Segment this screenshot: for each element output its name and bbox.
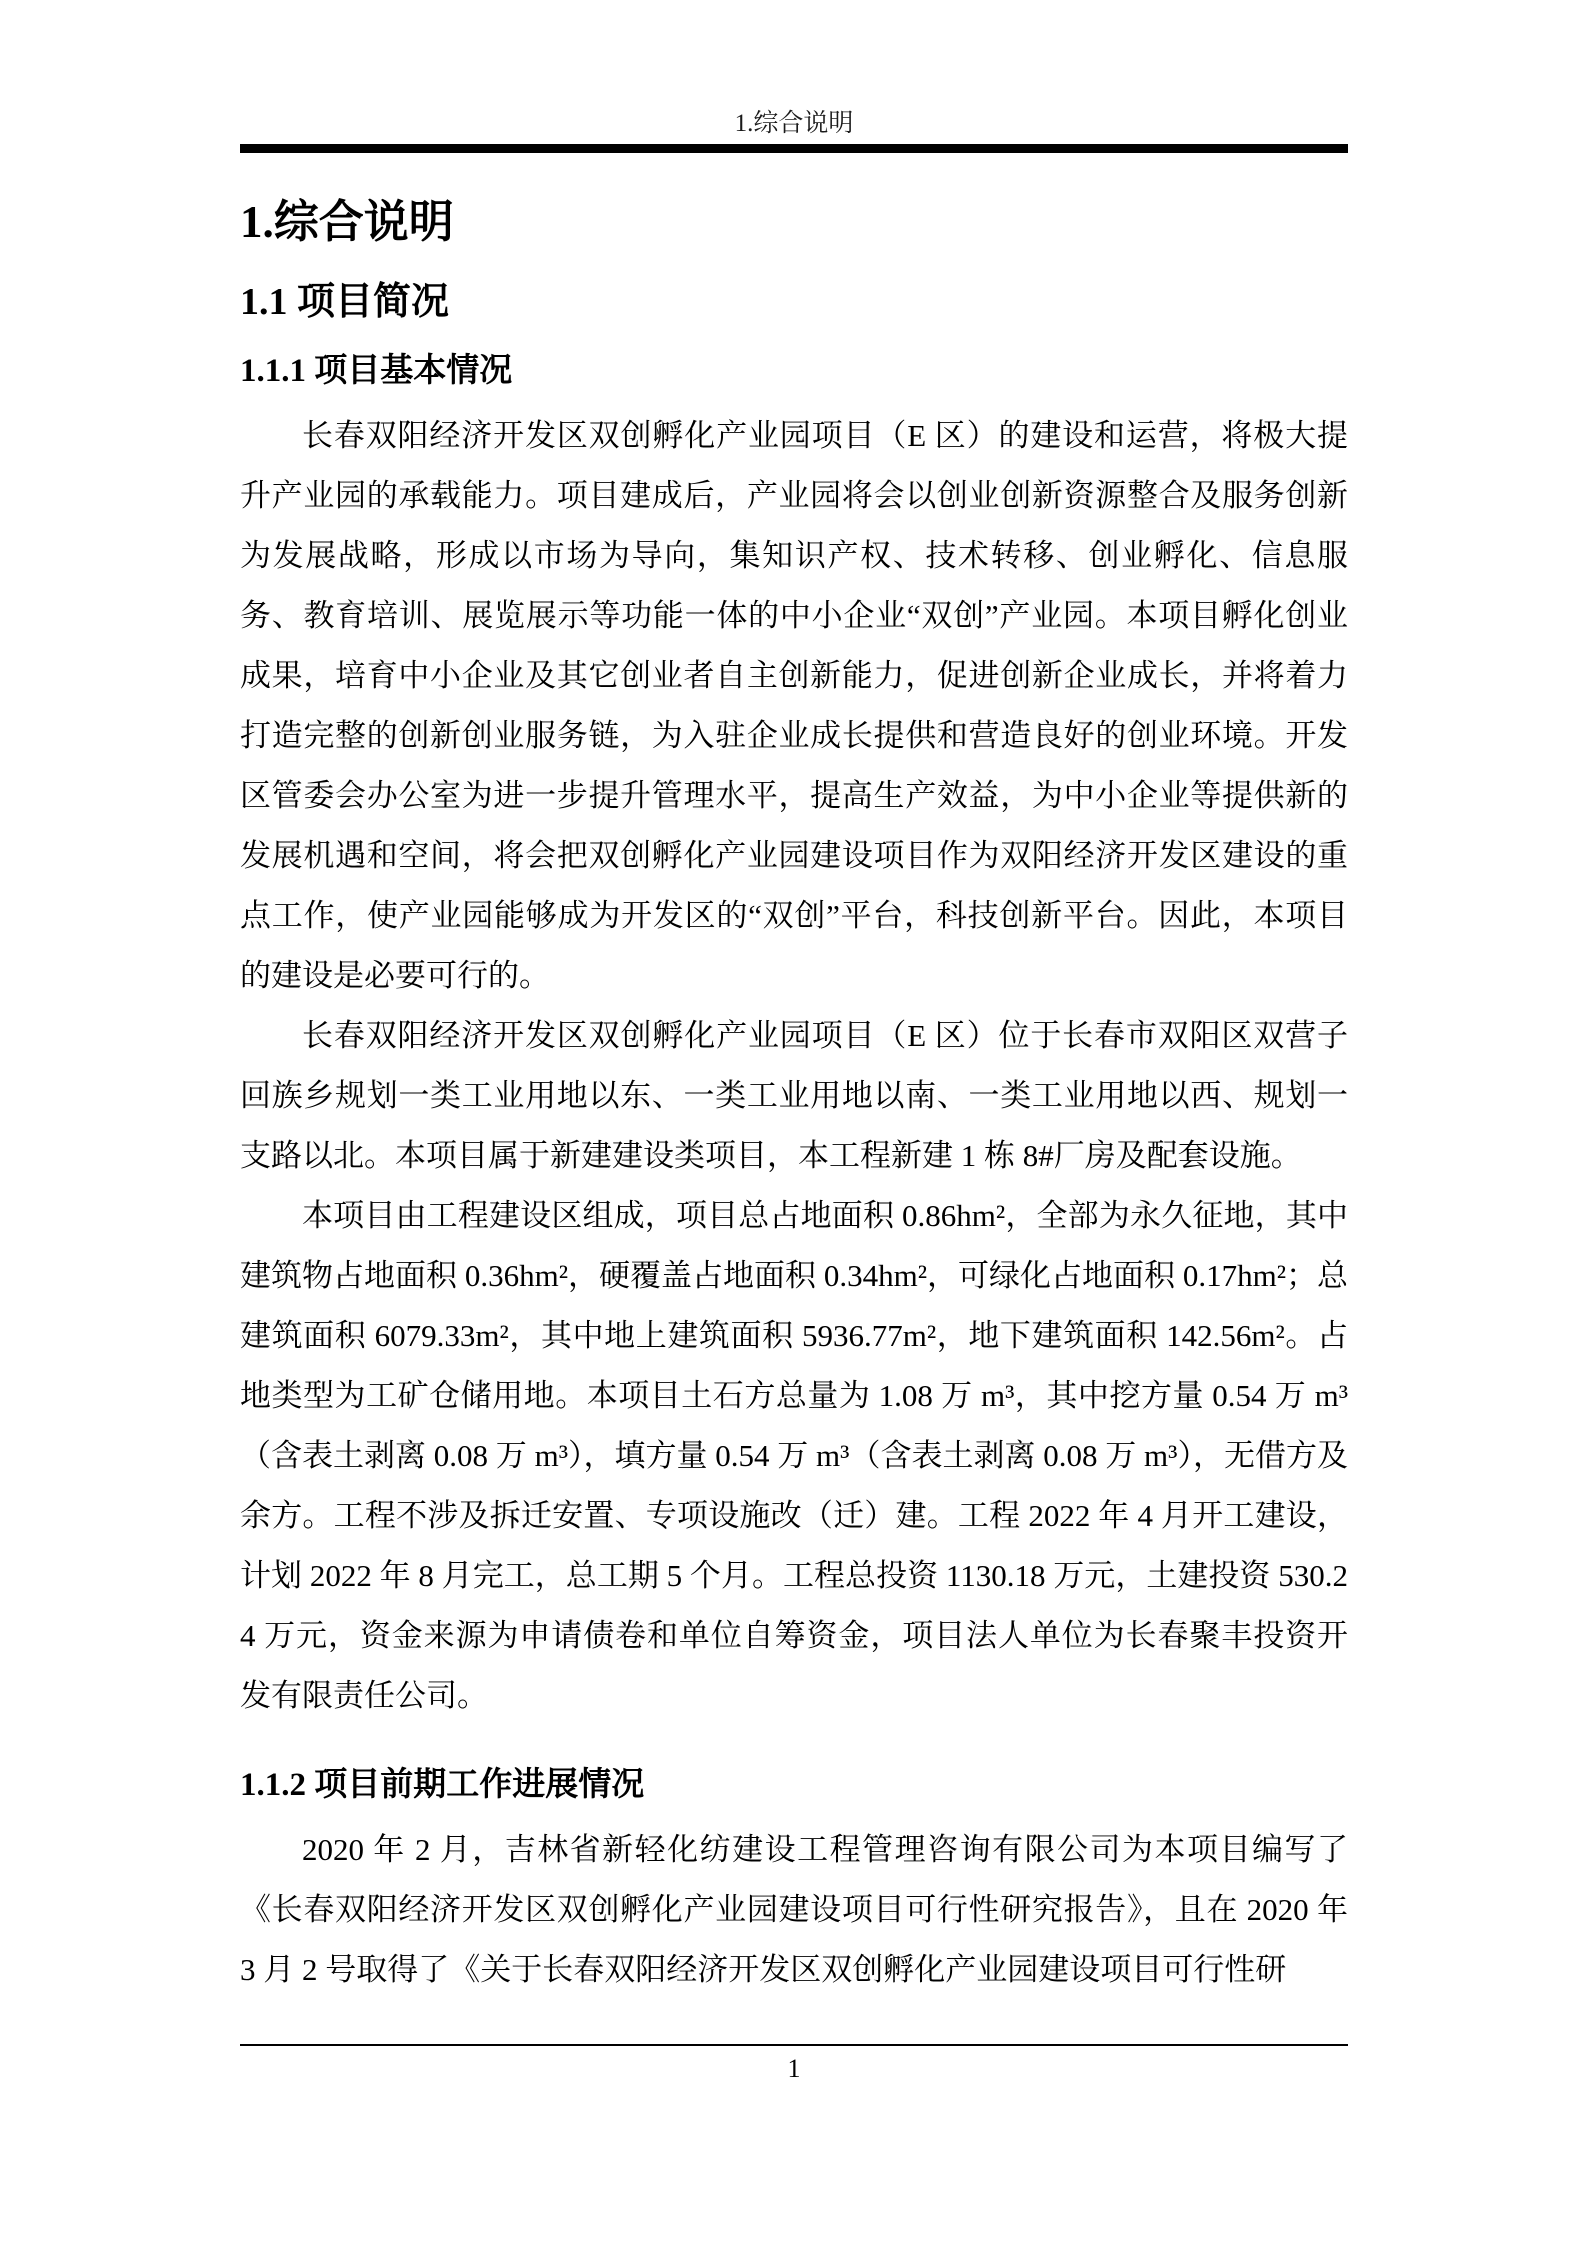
- page-content: [240, 0, 1348, 2000]
- paragraph-project-location: 长春双阳经济开发区双创孵化产业园项目（E 区）位于长春市双阳区双营子回族乡规划一类工业用地以东、一类工业用地以南、一类工业用地以西、规划一支路以北。本项目属于新建建设类项目，本工程新建 1 栋 8#厂房及配套设施。: [240, 1018, 1348, 1174]
- page-number: 1: [787, 2054, 801, 2083]
- section-title: 1.1 项目简况: [240, 280, 450, 323]
- page-footer: [240, 2044, 1348, 2084]
- running-header-title: 1.综合说明: [734, 110, 854, 137]
- subsection-1-title: 1.1.1 项目基本情况: [240, 353, 513, 390]
- header-rule: [240, 144, 1348, 153]
- footer-rule: [240, 2044, 1348, 2046]
- running-header: [240, 0, 1348, 153]
- paragraph-project-scale: 本项目由工程建设区组成，项目总占地面积 0.86hm²，全部为永久征地，其中建筑物占地面积 0.36hm²，硬覆盖占地面积 0.34hm²，可绿化占地面积 0.17hm²；总建筑面积 6079.33m²，其中地上建筑面积 5936.77m²，地下建筑面积 142.56m²。占地类型为工矿仓储用地。本项目土石方总量为 1.08 万 m³，其中挖方量 0.54 万 m³（含表土剥离 0.08 万 m³），填方量 0.54 万 m³（含表土剥离 0.08 万 m³），无借方及余方。工程不涉及拆迁安置、专项设施改（迁）建。工程 2022 年 4 月开工建设，计划 2022 年 8 月完工，总工期 5 个月。工程总投资 1130.18 万元，土建投资 530.24 万元，资金来源为申请债卷和单位自筹资金，项目法人单位为长春聚丰投资开发有限责任公司。: [240, 1198, 1348, 1714]
- chapter-title: 1.综合说明: [240, 197, 454, 247]
- paragraph-project-overview: 长春双阳经济开发区双创孵化产业园项目（E 区）的建设和运营，将极大提升产业园的承载能力。项目建成后，产业园将会以创业创新资源整合及服务创新为发展战略，形成以市场为导向，集知识产权、技术转移、创业孵化、信息服务、教育培训、展览展示等功能一体的中小企业“双创”产业园。本项目孵化创业成果，培育中小企业及其它创业者自主创新能力，促进创新企业成长，并将着力打造完整的创新创业服务链，为入驻企业成长提供和营造良好的创业环境。开发区管委会办公室为进一步提升管理水平，提高生产效益，为中小企业等提供新的发展机遇和空间，将会把双创孵化产业园建设项目作为双阳经济开发区建设的重点工作，使产业园能够成为开发区的“双创”平台，科技创新平台。因此，本项目的建设是必要可行的。: [240, 418, 1348, 994]
- paragraph-preliminary-work: 2020 年 2 月，吉林省新轻化纺建设工程管理咨询有限公司为本项目编写了《长春双阳经济开发区双创孵化产业园建设项目可行性研究报告》，且在 2020 年 3 月 2 号取得了《关于长春双阳经济开发区双创孵化产业园建设项目可行性研: [240, 1831, 1348, 1987]
- subsection-2-title: 1.1.2 项目前期工作进展情况: [240, 1767, 645, 1804]
